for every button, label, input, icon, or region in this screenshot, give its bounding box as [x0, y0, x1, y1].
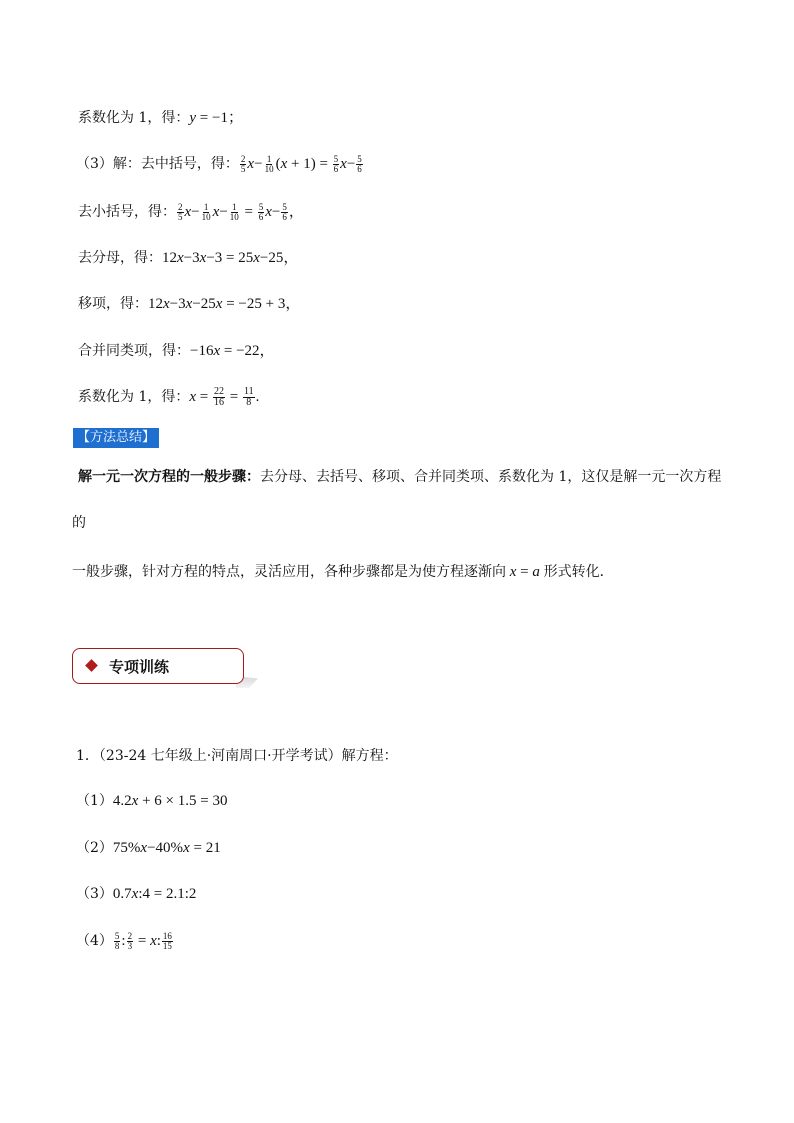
- solution-line-3: [78, 202, 304, 222]
- step-text: 去分母，得：: [78, 250, 162, 266]
- solution-line-2: [76, 154, 364, 174]
- summary-rest: 去分母、去括号、移项、合并同类项、系数化为 1，这仅是解一元一次方程: [260, 469, 722, 485]
- solution-line-7: [78, 387, 259, 408]
- problem-part-1: [76, 791, 227, 811]
- equation: $\frac{5}{8}$ : $\frac{2}{3}$ = x: $\frac{16}{15}$: [114, 931, 172, 952]
- equation: −16x = −22，: [190, 343, 275, 359]
- step-text: （3）解：去中括号，得：: [76, 156, 239, 172]
- step-text: 系数化为 1，得：: [78, 389, 190, 405]
- summary-line-2: [72, 562, 614, 582]
- equation: x = $\frac{22}{16}$ = $\frac{11}{8}$ .: [189, 386, 260, 409]
- solution-line-1: [78, 108, 243, 128]
- summary-wrap-text: 的: [72, 515, 86, 531]
- problem-part-2: [76, 838, 221, 858]
- section-title: 专项训练: [109, 658, 170, 676]
- equation: $\frac{2}{5}$ x− $\frac{1}{10}$ x− $\frac{1}{10}$ = $\frac{5}{6}$ x− $\frac{5}{6}$ ，: [178, 202, 304, 223]
- step-text: 合并同类项，得：: [78, 343, 190, 359]
- equation: 0.7x:4 = 2.1:2: [112, 886, 197, 902]
- summary-bold: 解一元一次方程的一般步骤：: [78, 469, 260, 485]
- problem-intro-text: 1．（23-24 七年级上·河南周口·开学考试）解方程：: [76, 748, 398, 764]
- step-text: 系数化为 1，得：: [78, 110, 190, 126]
- summary-wrap: [72, 513, 86, 533]
- equation: $\frac{2}{5}$ x− $\frac{1}{10}$ (x + 1) = $\frac{5}{6}$ x− $\frac{5}{6}$: [240, 154, 362, 175]
- problem-part-3: [76, 884, 196, 904]
- equation: 12x−3x−25x = −25 + 3，: [148, 296, 301, 312]
- solution-line-5: [78, 294, 300, 314]
- step-text: 移项，得：: [78, 296, 148, 312]
- solution-line-6: [78, 341, 275, 361]
- method-summary-tag: 【方法总结】: [73, 428, 159, 448]
- part-label: （2）: [76, 840, 113, 856]
- part-label: （3）: [76, 886, 113, 902]
- summary-line2-after: 形式转化．: [543, 564, 614, 580]
- diamond-icon: [85, 659, 98, 672]
- equation: 12x−3x−3 = 25x−25，: [162, 250, 299, 266]
- summary-line-1: [78, 467, 721, 487]
- problem-part-4: [76, 931, 174, 951]
- part-label: （4）: [76, 933, 113, 949]
- equation: x = a: [509, 564, 540, 580]
- solution-line-4: [78, 248, 298, 268]
- summary-line2-before: 一般步骤，针对方程的特点，灵活应用，各种步骤都是为使方程逐渐向: [72, 564, 506, 580]
- section-banner: [72, 648, 244, 684]
- equation: y = −1；: [189, 110, 243, 126]
- problem-intro: [76, 746, 398, 766]
- equation: 75%x−40%x = 21: [112, 840, 221, 856]
- equation: 4.2x + 6 × 1.5 = 30: [112, 793, 228, 809]
- part-label: （1）: [76, 793, 113, 809]
- step-text: 去小括号，得：: [78, 204, 176, 220]
